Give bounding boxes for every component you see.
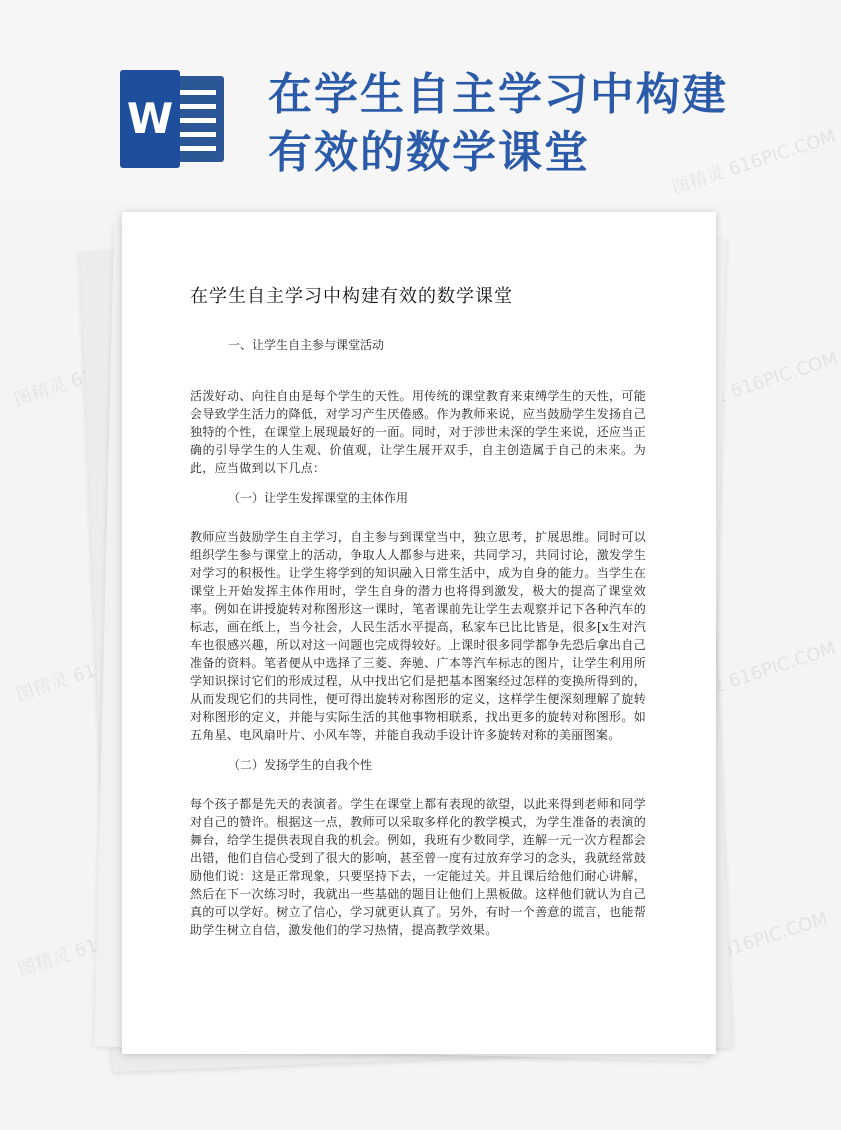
watermark: 图精灵	[11, 374, 70, 411]
document-title: 在学生自主学习中构建有效的数学课堂	[190, 286, 513, 307]
document-body	[190, 282, 646, 949]
word-document-icon	[110, 70, 230, 170]
section-heading: （二）发扬学生的自我个性	[228, 758, 373, 772]
paragraph: 教师应当鼓励学生自主学习，自主参与到课堂当中，独立思考，扩展思维。同时可以组织学生参与课堂上的活动，争取人人都参与进来，共同学习，共同讨论，激发学生对学习的积极性。让学生将学到的知识融入日常生活中，成为自身的能力。当学生在课堂上开始发挥主体作用时，学生自身的潜力也将得到激发，极大的提高了课堂效率。例如在讲授旋转对称图形这一课时，笔者课前先让学生去观察并记下各种汽车的标志，画在纸上，当今社会，人民生活水平提高，私家车已比比皆是，很多[x生对汽车也很感兴趣，所以对这一问题也完成得较好。上课时很多同学都争先恐后拿出自己准备的资料。笔者便从中选择了三菱、奔驰、广本等汽车标志的图片，让学生利用所学知识探讨它们的形成过程，从中找出它们是把基本图案经过怎样的变换所得到的，从而发现它们的共同性，便可得出旋转对称图形的定义，这样学生便深刻理解了旋转对称图形的定义，并能与实际生活的其他事物相联系，找出更多的旋转对称图形。如五角星、电风扇叶片、小风车等，并能自我动手设计许多旋转对称的美丽图案。	[190, 530, 646, 742]
watermark: 图精灵	[13, 669, 72, 706]
word-logo-letter: W	[120, 70, 180, 168]
watermark: 图精灵 616PIC.COM	[661, 908, 831, 981]
section-heading: 一、让学生自主参与课堂活动	[228, 338, 385, 352]
paragraph: 活泼好动、向往自由是每个学生的天性。用传统的课堂教育来束缚学生的天性，可能会导致学生活力的降低，对学习产生厌倦感。作为教师来说，应当鼓励学生发扬自己独特的个性，在课堂上展现最好的一面。同时，对于涉世未深的学生来说，还应当正确的引导学生的人生观、价值观，让学生展开双手，自主创造属于自己的未来。为此，应当做到以下几点：	[190, 389, 646, 475]
banner	[0, 0, 800, 200]
banner-title: 在学生自主学习中构建有效的数学课堂	[268, 69, 728, 178]
section-heading: （一）让学生发挥课堂的主体作用	[228, 491, 409, 505]
watermark: 图精灵	[15, 944, 74, 981]
watermark: 图精灵 616PIC.COM	[671, 348, 841, 421]
paragraph: 每个孩子都是先天的表演者。学生在课堂上都有表现的欲望，以此来得到老师和同学对自己的赞许。根据这一点，教师可以采取多样化的教学模式，为学生准备的表演的舞台，给学生提供表现自我的机会。例如，我班有少数同学，连解一元一次方程都会出错，他们自信心受到了很大的影响，甚至曾一度有过放弃学习的念头，我就经常鼓励他们说：这是正常现象，只要坚持下去，一定能过关。并且课后给他们耐心讲解，然后在下一次练习时，我就出一些基础的题目让他们上黑板做。这样他们就认为自己真的可以学好。树立了信心，学习就更认真了。另外，有时一个善意的谎言，也能帮助学生树立自信，激发他们的学习热情，提高教学效果。	[190, 797, 646, 937]
document-page	[122, 212, 716, 1054]
watermark: 图精灵 616PIC.COM	[669, 638, 839, 711]
